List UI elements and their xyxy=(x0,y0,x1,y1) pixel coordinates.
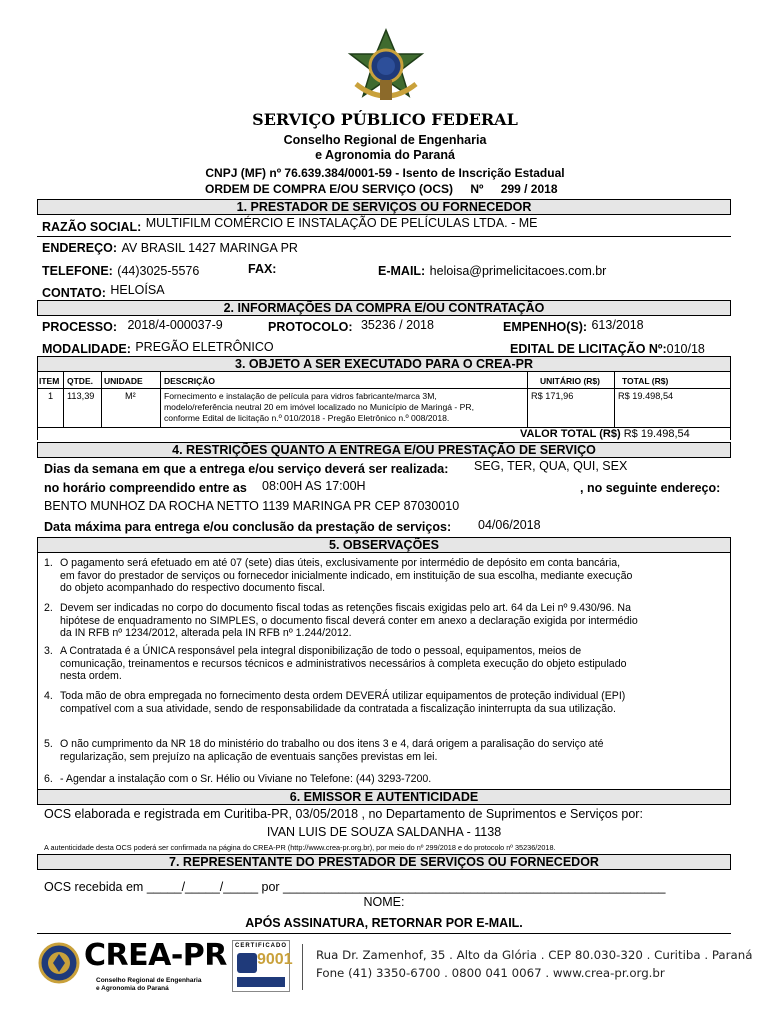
col-header-qtde: QTDE. xyxy=(67,376,93,386)
observation-item: 3. A Contratada é a ÚNICA responsável pela integral disponibilização de todo o pessoal, equipamentos, meios de comunicação, treinamentos e recursos técnicos e administrativos necessários à completa execução do objeto estipulado nesta ordem. xyxy=(44,645,627,682)
emissor-line-2: IVAN LUIS DE SOUZA SALDANHA - 1138 xyxy=(266,825,502,839)
email-label: E-MAIL: xyxy=(378,264,426,278)
section-1-title: 1. PRESTADOR DE SERVIÇOS OU FORNECEDOR xyxy=(37,199,731,215)
cell-qtde: 113,39 xyxy=(67,391,95,401)
telefone-row xyxy=(42,262,199,280)
fax-label: FAX: xyxy=(248,262,277,276)
horario-value: 08:00H AS 17:00H xyxy=(262,479,366,493)
section-7-title: 7. REPRESENTANTE DO PRESTADOR DE SERVIÇOS OU FORNECEDOR xyxy=(37,854,731,870)
order-number: 299 / 2018 xyxy=(500,182,558,196)
endereco-label: ENDEREÇO: xyxy=(42,241,118,255)
divider xyxy=(63,372,64,427)
contato-value: HELOÍSA xyxy=(110,283,165,297)
valor-total-label: VALOR TOTAL (R$) xyxy=(520,428,621,440)
crea-logo-sub-2: e Agronomia do Paraná xyxy=(96,985,169,992)
divider xyxy=(101,372,102,427)
edital-label: EDITAL DE LICITAÇÃO Nº: xyxy=(510,342,667,356)
cell-desc-line-1: Fornecimento e instalação de película para vidros fabricante/marca 3M, xyxy=(164,391,437,401)
cell-desc-line-3: conforme Edital de licitação n.º 010/2018 - Pregão Eletrônico n.º 008/2018. xyxy=(164,413,450,423)
col-header-unitario: UNITÁRIO (R$) xyxy=(540,376,600,386)
service-title: SERVIÇO PÚBLICO FEDERAL xyxy=(252,110,518,129)
observation-item: 4. Toda mão de obra empregada no fornecimento desta ordem DEVERÁ utilizar equipamentos de proteção individual (EPI) compatível com a sua atividade, sendo de responsabilidade da contratada a fiscalização ininterrupta da sua utilização. xyxy=(44,690,626,715)
section-4-title: 4. RESTRIÇÕES QUANTO A ENTREGA E/OU PRESTAÇÃO DE SERVIÇO xyxy=(37,442,731,458)
data-maxima-label: Data máxima para entrega e/ou conclusão da prestação de serviços: xyxy=(44,520,452,534)
col-header-total: TOTAL (R$) xyxy=(622,376,669,386)
divider xyxy=(37,933,731,934)
razao-value: MULTIFILM COMÉRCIO E INSTALAÇÃO DE PELÍCULAS LTDA. - ME xyxy=(145,216,538,230)
empenho-value: 613/2018 xyxy=(591,318,644,332)
modalidade-value: PREGÃO ELETRÔNICO xyxy=(135,340,274,354)
divider xyxy=(37,236,731,237)
cert-number: 9001 xyxy=(257,951,293,968)
section-6-title: 6. EMISSOR E AUTENTICIDADE xyxy=(37,789,731,805)
emissor-line-1: OCS elaborada e registrada em Curitiba-PR, 03/05/2018 , no Departamento de Suprimentos e Serviços por: xyxy=(44,807,643,821)
col-header-item: ITEM xyxy=(39,376,60,386)
telefone-label: TELEFONE: xyxy=(42,264,113,278)
empenho-label: EMPENHO(S): xyxy=(503,320,588,334)
cell-unitario: R$ 171,96 xyxy=(531,391,574,401)
divider xyxy=(160,372,161,427)
iso-certificate-badge xyxy=(232,940,293,992)
divider xyxy=(37,388,731,389)
processo-value: 2018/4-000037-9 xyxy=(127,318,223,332)
observation-item: 5. O não cumprimento da NR 18 do ministério do trabalho ou dos itens 3 e 4, dará origem a paralisação do serviço até regularização, sem prejuízo na aplicação de eventuais sanções previstas em lei. xyxy=(44,738,604,763)
divider xyxy=(730,553,731,789)
col-header-descricao: DESCRIÇÃO xyxy=(164,376,216,386)
cell-total: R$ 19.498,54 xyxy=(618,391,674,401)
cell-item: 1 xyxy=(48,391,54,401)
protocolo-value: 35236 / 2018 xyxy=(360,318,434,332)
endereco-row xyxy=(42,239,298,257)
endereco-entrega-label: , no seguinte endereço: xyxy=(580,481,721,495)
council-line-2: e Agronomia do Paraná xyxy=(315,148,455,162)
endereco-entrega-value: BENTO MUNHOZ DA ROCHA NETTO 1139 MARINGA PR CEP 87030010 xyxy=(44,499,460,513)
footer-address-line-2: Fone (41) 3350-6700 . 0800 041 0067 . www.crea-pr.org.br xyxy=(316,966,665,980)
footer-divider xyxy=(302,944,303,990)
modalidade-label: MODALIDADE: xyxy=(42,342,131,356)
coat-of-arms-seal xyxy=(336,28,436,106)
cert-icon xyxy=(237,953,257,973)
crea-logo-sub-1: Conselho Regional de Engenharia xyxy=(96,977,202,984)
processo-row xyxy=(42,318,223,336)
email-row xyxy=(378,262,606,280)
cnpj-line: CNPJ (MF) nº 76.639.384/0001-59 - Isento de Inscrição Estadual xyxy=(205,166,565,180)
endereco-value: AV BRASIL 1427 MARINGA PR xyxy=(121,241,298,255)
email-value: heloisa@primelicitacoes.com.br xyxy=(429,264,607,278)
cert-band xyxy=(237,977,285,987)
nome-label: NOME: xyxy=(363,895,405,909)
crea-logo-text: CREA-PR xyxy=(84,938,227,973)
protocolo-row xyxy=(268,318,434,336)
cell-desc-line-2: modelo/referência neutral 20 em imóvel localizado no Município de Maringá - PR, xyxy=(164,402,475,412)
empenho-row xyxy=(503,318,644,336)
protocolo-label: PROTOCOLO: xyxy=(268,320,353,334)
razao-label: RAZÃO SOCIAL: xyxy=(42,220,142,234)
retornar-note: APÓS ASSINATURA, RETORNAR POR E-MAIL. xyxy=(245,916,523,930)
order-title xyxy=(205,182,605,196)
valor-total-row xyxy=(520,428,690,440)
footer-address-line-1: Rua Dr. Zamenhof, 35 . Alto da Glória . CEP 80.030-320 . Curitiba . Paraná xyxy=(316,948,753,962)
dias-label: Dias da semana em que a entrega e/ou serviço deverá ser realizada: xyxy=(44,462,449,476)
autenticidade-note: A autenticidade desta OCS poderá ser confirmada na página do CREA-PR (http://www.crea-pr.org.br), por meio do nº 299/2018 e do protocolo nº 35236/2018. xyxy=(44,843,556,852)
cell-unidade: M² xyxy=(125,391,136,401)
section-2-title: 2. INFORMAÇÕES DA COMPRA E/OU CONTRATAÇÃO xyxy=(37,300,731,316)
section-3-title: 3. OBJETO A SER EXECUTADO PARA O CREA-PR xyxy=(37,356,731,372)
observation-item: 2. Devem ser indicadas no corpo do documento fiscal todas as retenções fiscais exigidas pelo art. 64 da Lei nº 9.430/96. Na hipótese de enquadramento no SIMPLES, o documento fiscal deverá conter em anexo a declaração exigida por intermédio da IN RFB nº 1234/2012, alterada pela IN RFB nº 1.244/2012. xyxy=(44,602,638,639)
dias-value: SEG, TER, QUA, QUI, SEX xyxy=(474,459,628,473)
telefone-value: (44)3025-5576 xyxy=(117,264,200,278)
observation-item: 1. O pagamento será efetuado em até 07 (sete) dias úteis, exclusivamente por intermédio de depósito em conta bancária, em favor do prestador de serviços ou fornecedor inicialmente indicado, em instituição de sua escolha, mediante execução do objeto acompanhado do respectivo documento fiscal. xyxy=(44,557,633,594)
observation-item: 6. - Agendar a instalação com o Sr. Hélio ou Viviane no Telefone: (44) 3293-7200. xyxy=(44,773,432,785)
data-maxima-value: 04/06/2018 xyxy=(478,518,541,532)
edital-value: 010/18 xyxy=(666,342,705,356)
contato-label: CONTATO: xyxy=(42,286,106,300)
horario-label: no horário compreendido entre as xyxy=(44,481,247,495)
divider xyxy=(614,372,615,427)
order-label: ORDEM DE COMPRA E/OU SERVIÇO (OCS) xyxy=(205,182,454,196)
order-no-label: Nº xyxy=(470,182,484,196)
council-line-1: Conselho Regional de Engenharia xyxy=(283,133,487,147)
razao-social-row xyxy=(42,218,538,236)
processo-label: PROCESSO: xyxy=(42,320,118,334)
crea-emblem-icon xyxy=(38,942,80,984)
valor-total-value: R$ 19.498,54 xyxy=(623,428,690,440)
divider xyxy=(527,372,528,427)
divider xyxy=(37,553,38,789)
recebida-line: OCS recebida em _____/_____/_____ por _______________________________________________________ xyxy=(44,880,666,894)
cert-label: CERTIFICADO xyxy=(235,943,287,949)
col-header-unidade: UNIDADE xyxy=(104,376,143,386)
section-5-title: 5. OBSERVAÇÕES xyxy=(37,537,731,553)
